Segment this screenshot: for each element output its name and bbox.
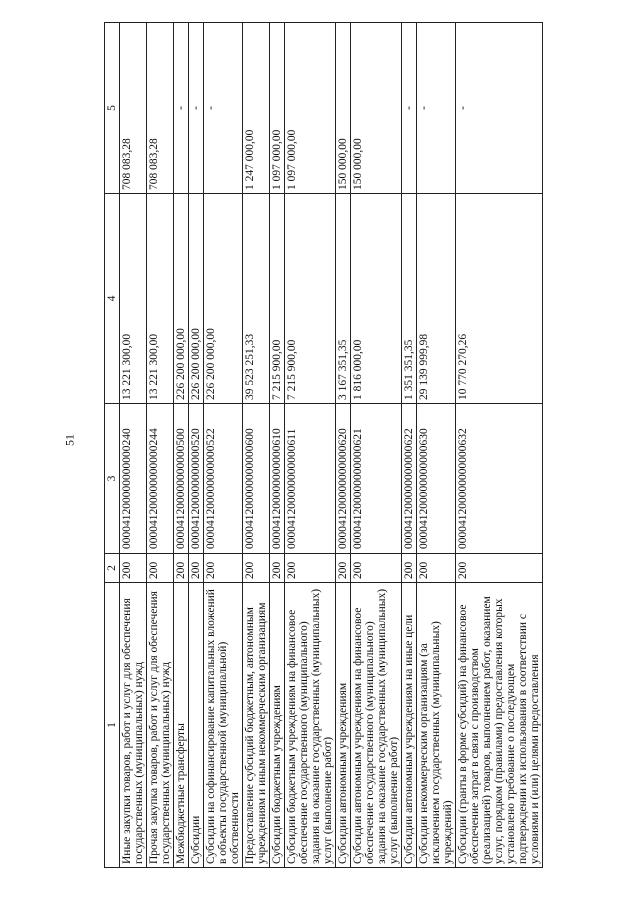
row-val4: 10 770 270,26 [456,194,543,404]
row-code: 000041200000000000611 [285,404,336,554]
row-code: 000041200000000000500 [174,404,189,554]
row-name: Субсидии бюджетным учреждениям [270,583,285,868]
row-val5: 150 000,00 [336,23,351,194]
table-row [351,23,402,868]
row-name: Иные закупки товаров, работ и услуг для обеспечения государственных (муниципальных) нужд [120,583,147,868]
rotated-table-container [104,23,541,868]
row-col2: 200 [351,554,402,583]
row-name: Субсидии некоммерческим организациям (за исключением государственных (муниципальных) учреждений) [417,583,456,868]
row-val4: 13 221 300,00 [147,194,174,404]
row-col2: 200 [285,554,336,583]
row-code: 000041200000000000622 [402,404,417,554]
table-row [120,23,147,868]
row-code: 000041200000000000610 [270,404,285,554]
column-header-5: 5 [105,23,120,194]
table-row [417,23,456,868]
row-name: Межбюджетные трансферты [174,583,189,868]
row-val4: 226 200 000,00 [189,194,204,404]
row-code: 000041200000000000244 [147,404,174,554]
row-col2: 200 [243,554,270,583]
row-val4: 3 167 351,35 [336,194,351,404]
row-val5: - [204,23,243,194]
row-code: 000041200000000000522 [204,404,243,554]
column-header-4: 4 [105,194,120,404]
table-row [336,23,351,868]
row-val5: 1 247 000,00 [243,23,270,194]
row-col2: 200 [174,554,189,583]
row-val4: 29 139 999,98 [417,194,456,404]
table-row [270,23,285,868]
row-val5: 1 097 000,00 [285,23,336,194]
row-val5: - [174,23,189,194]
row-code: 000041200000000000621 [351,404,402,554]
table-row [243,23,270,868]
table-row [147,23,174,868]
table-row [189,23,204,868]
budget-table [104,22,543,868]
row-name: Субсидии автономным учреждениям [336,583,351,868]
table-row [174,23,189,868]
row-name: Субсидии бюджетным учреждениям на финансовое обеспечение государственного (муниципального) задания на оказание государственных (муниципальных) услуг (выполнение работ) [285,583,336,868]
table-row [285,23,336,868]
row-val5: 1 097 000,00 [270,23,285,194]
row-name: Субсидии (гранты в форме субсидий) на финансовое обеспечение затрат в связи с производством (реализацией) товаров, выполнением работ, оказанием услуг, порядком (правилами) предоставления которых установлено требование о последующем подтверждении их использования в соответствии с условиями и (или) целями предоставления [456,583,543,868]
row-col2: 200 [270,554,285,583]
row-name: Субсидии автономным учреждениям на иные цели [402,583,417,868]
row-val4: 7 215 900,00 [270,194,285,404]
row-code: 000041200000000000630 [417,404,456,554]
row-col2: 200 [456,554,543,583]
page-number: 51 [62,434,77,446]
row-code: 000041200000000000240 [120,404,147,554]
row-val4: 226 200 000,00 [174,194,189,404]
row-val5: - [456,23,543,194]
row-val4: 1 351 351,35 [402,194,417,404]
row-val4: 39 523 251,33 [243,194,270,404]
row-val5: - [189,23,204,194]
row-val5: - [402,23,417,194]
row-val4: 7 215 900,00 [285,194,336,404]
column-header-1: 1 [105,583,120,868]
header-row [105,23,120,868]
table-row [204,23,243,868]
row-val4: 226 200 000,00 [204,194,243,404]
row-col2: 200 [402,554,417,583]
row-name: Предоставление субсидий бюджетным, автономным учреждениям и иным некоммерческим организациям [243,583,270,868]
table-row [402,23,417,868]
row-code: 000041200000000000520 [189,404,204,554]
row-name: Прочая закупка товаров, работ и услуг для обеспечения государственных (муниципальных) нужд [147,583,174,868]
row-col2: 200 [204,554,243,583]
row-val5: 708 083,28 [120,23,147,194]
column-header-2: 2 [105,554,120,583]
row-val4: 13 221 300,00 [120,194,147,404]
row-val5: 150 000,00 [351,23,402,194]
row-col2: 200 [147,554,174,583]
row-val4: 1 816 000,00 [351,194,402,404]
row-code: 000041200000000000632 [456,404,543,554]
row-col2: 200 [120,554,147,583]
row-col2: 200 [417,554,456,583]
row-col2: 200 [189,554,204,583]
row-code: 000041200000000000600 [243,404,270,554]
row-name: Субсидии [189,583,204,868]
row-name: Субсидии на софинансирование капитальных вложений в объекты государственной (муниципальной) собственности [204,583,243,868]
row-val5: 708 083,28 [147,23,174,194]
table-row [456,23,543,868]
row-col2: 200 [336,554,351,583]
column-header-3: 3 [105,404,120,554]
row-name: Субсидии автономным учреждениям на финансовое обеспечение государственного (муниципального) задания на оказание государственных (муниципальных) услуг (выполнение работ) [351,583,402,868]
row-val5: - [417,23,456,194]
row-code: 000041200000000000620 [336,404,351,554]
